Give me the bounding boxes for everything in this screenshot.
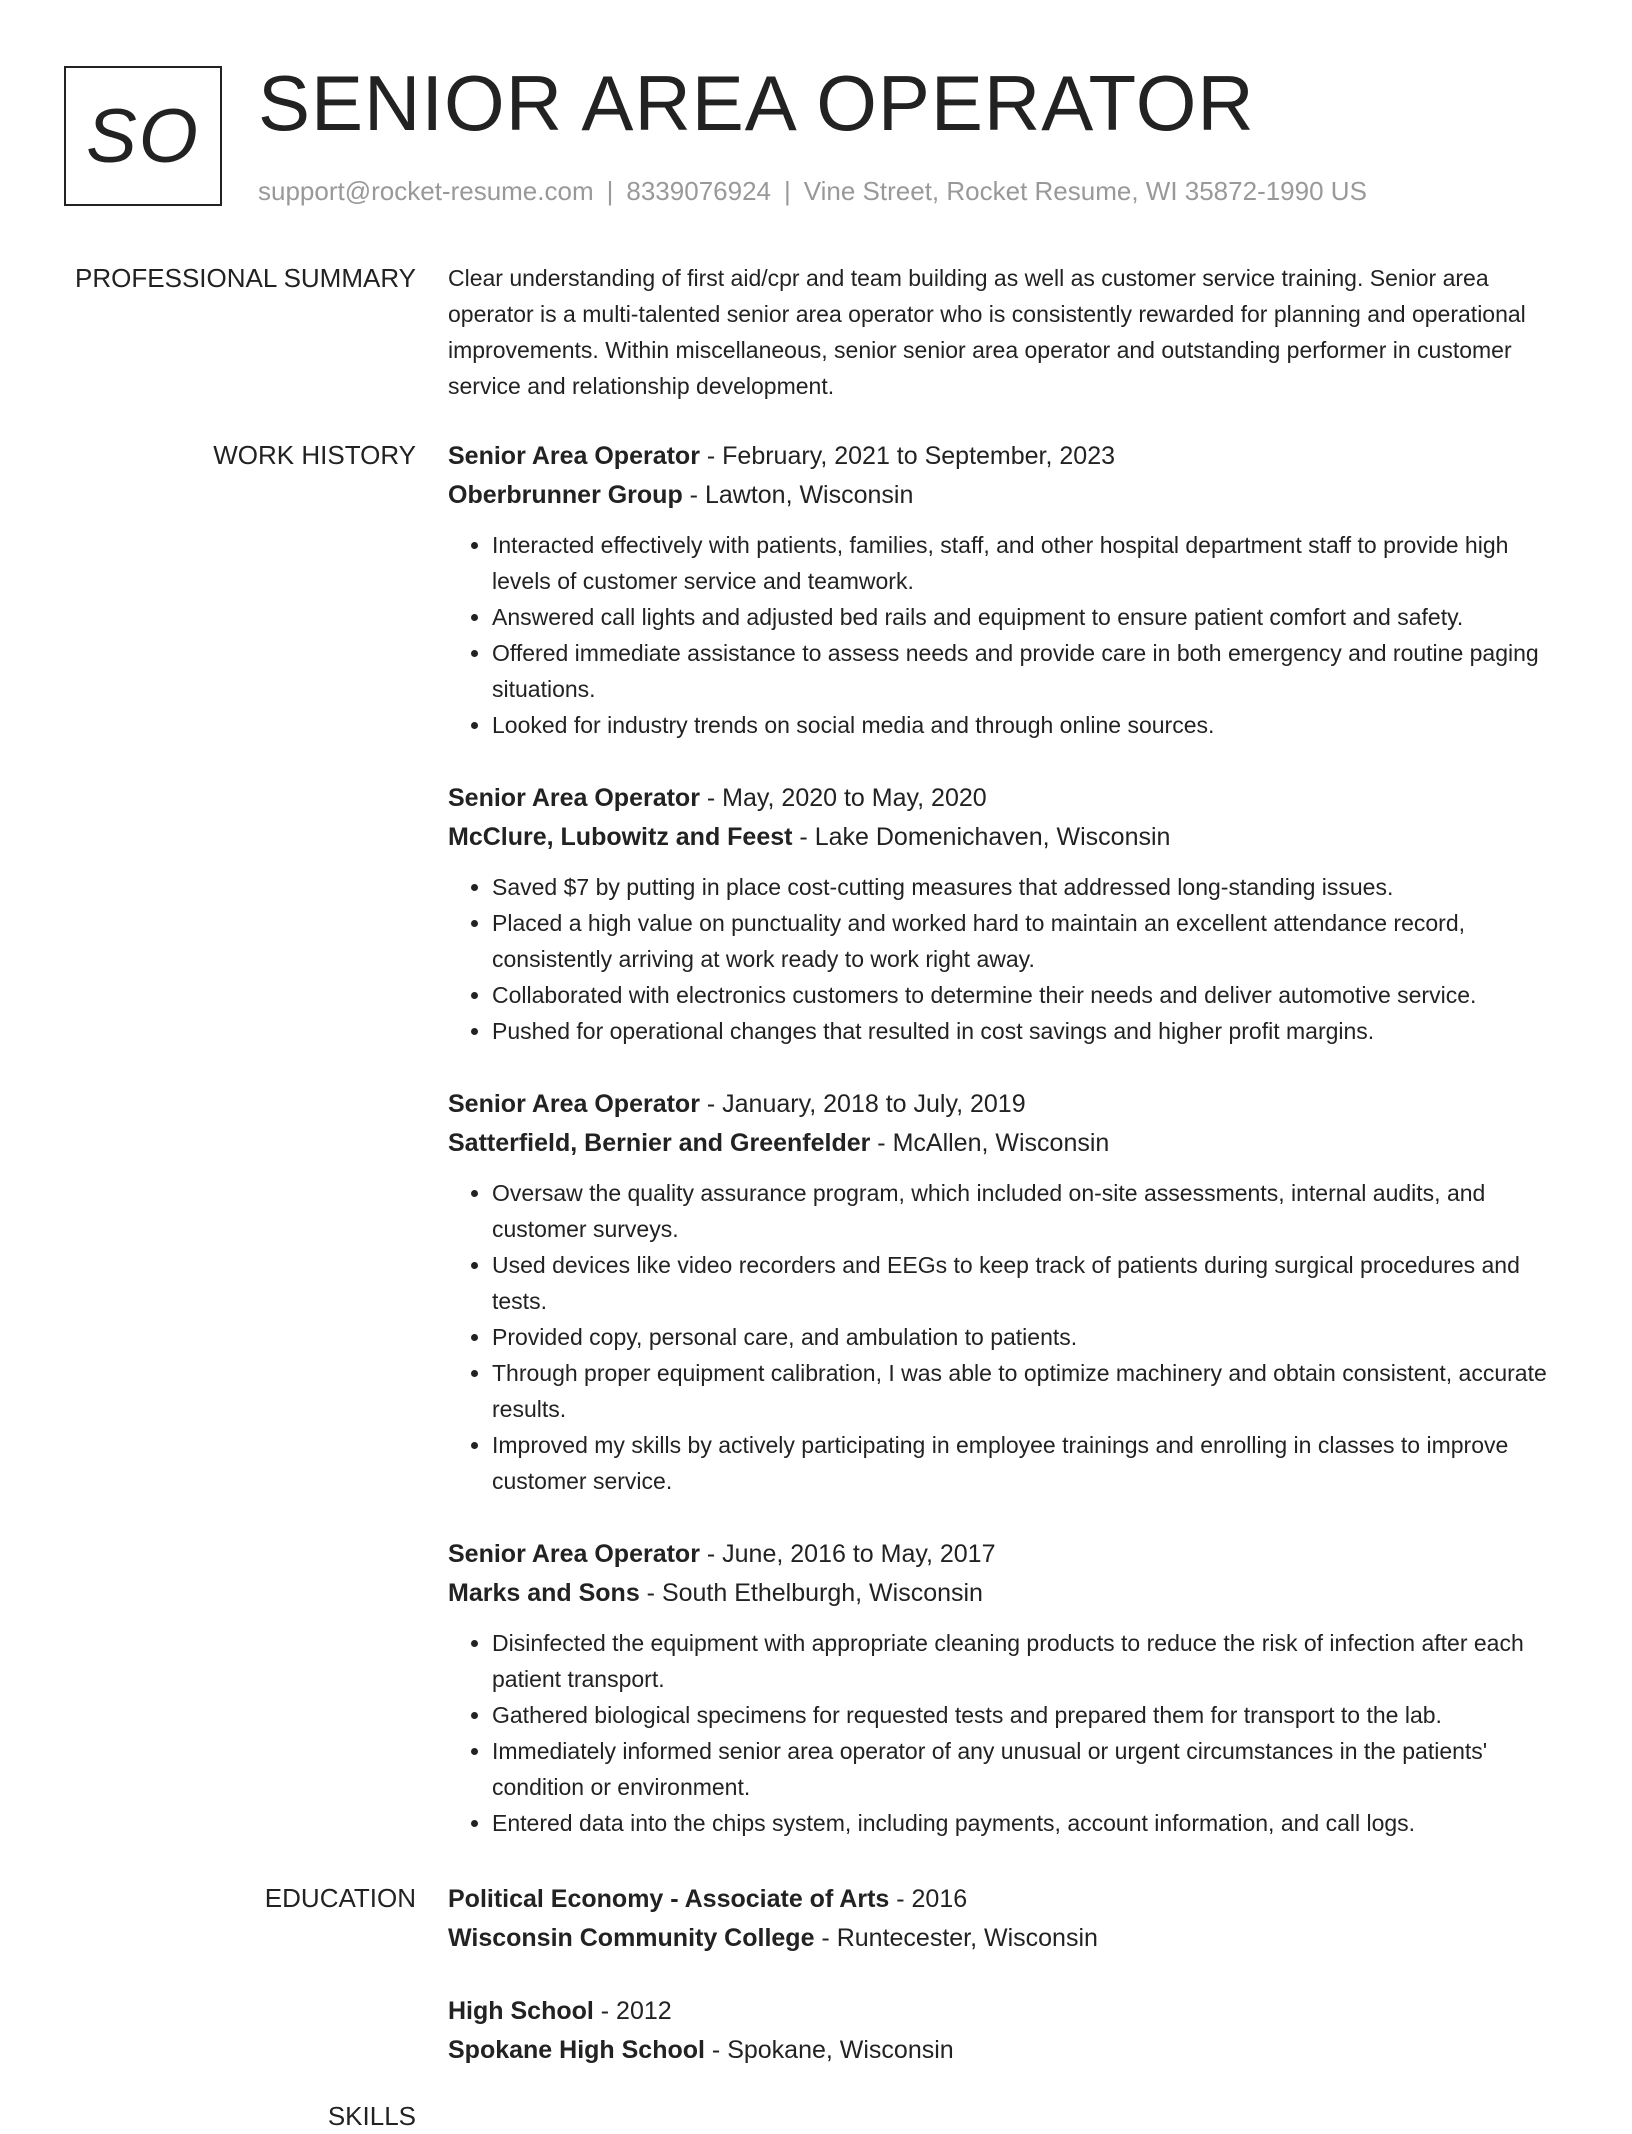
job-list (448, 437, 1568, 1877)
job-bullet: • Gathered biological specimens for requested tests and prepared them for transport to the lab. (492, 1697, 1568, 1733)
summary-text: Clear understanding of first aid/cpr and team building as well as customer service training. Senior area operator is a multi-talented senior area operator who is consistently rewarded for planning and operational improvements. Within miscellaneous, senior senior area operator and outstanding performer in customer service and relationship development. (448, 265, 1526, 399)
job-dates: - May, 2020 to May, 2020 (699, 784, 987, 812)
contact-phone[interactable]: 8339076924 (626, 176, 771, 206)
education-degree-line (448, 1880, 1568, 1919)
contact-separator: | (606, 176, 614, 206)
resume-title: SENIOR AREA OPERATOR (258, 59, 1255, 147)
job-title: Senior Area Operator (448, 784, 700, 812)
education-label: EDUCATION (264, 1883, 416, 1913)
job-company-line (448, 1574, 1568, 1613)
job-entry (448, 779, 1568, 1049)
job-title-line (448, 437, 1568, 476)
job-bullet: • Looked for industry trends on social media and through online sources. (492, 707, 1568, 743)
education-list (448, 1880, 1568, 2104)
job-dates: - February, 2021 to September, 2023 (699, 442, 1116, 470)
job-bullets (448, 1625, 1568, 1841)
job-bullet: • Saved $7 by putting in place cost-cutting measures that addressed long-standing issues. (492, 869, 1568, 905)
job-bullet: • Immediately informed senior area operator of any unusual or urgent circumstances in the patients' condition or environment. (492, 1733, 1568, 1805)
education-year: - 2016 (889, 1885, 968, 1913)
contact-line (258, 174, 1367, 208)
contact-address: Vine Street, Rocket Resume, WI 35872-1990 US (803, 176, 1367, 206)
education-entry (448, 1880, 1568, 1958)
education-location: - Runtecester, Wisconsin (814, 1924, 1098, 1952)
job-company: Satterfield, Bernier and Greenfelder (448, 1129, 871, 1157)
summary-label: PROFESSIONAL SUMMARY (75, 263, 416, 293)
job-company: Marks and Sons (448, 1579, 640, 1607)
job-bullet: • Placed a high value on punctuality and worked hard to maintain an excellent attendance record, consistently arriving at work ready to work right away. (492, 905, 1568, 977)
job-title: Senior Area Operator (448, 442, 700, 470)
job-entry (448, 1535, 1568, 1841)
education-degree: High School (448, 1997, 594, 2025)
job-bullet: • Offered immediate assistance to assess needs and provide care in both emergency and routine paging situations. (492, 635, 1568, 707)
work-history-label: WORK HISTORY (213, 440, 416, 470)
job-company: McClure, Lubowitz and Feest (448, 823, 793, 851)
job-bullets (448, 1175, 1568, 1499)
job-bullet: • Answered call lights and adjusted bed rails and equipment to ensure patient comfort and safety. (492, 599, 1568, 635)
job-company: Oberbrunner Group (448, 481, 683, 509)
job-bullet: • Pushed for operational changes that resulted in cost savings and higher profit margins. (492, 1013, 1568, 1049)
job-title: Senior Area Operator (448, 1540, 700, 1568)
job-dates: - June, 2016 to May, 2017 (699, 1540, 996, 1568)
education-entry (448, 1992, 1568, 2070)
job-bullet: • Interacted effectively with patients, families, staff, and other hospital department staff to provide high levels of customer service and teamwork. (492, 527, 1568, 599)
job-company-line (448, 476, 1568, 515)
skills-label: SKILLS (327, 2101, 416, 2131)
education-year: - 2012 (593, 1997, 672, 2025)
job-title: Senior Area Operator (448, 1090, 700, 1118)
job-dates: - January, 2018 to July, 2019 (699, 1090, 1026, 1118)
education-school: Wisconsin Community College (448, 1924, 815, 1952)
job-bullet: • Collaborated with electronics customers to determine their needs and deliver automotive service. (492, 977, 1568, 1013)
job-bullet: • Provided copy, personal care, and ambulation to patients. (492, 1319, 1568, 1355)
job-location: - South Ethelburgh, Wisconsin (639, 1579, 983, 1607)
job-bullets (448, 527, 1568, 743)
job-bullet: • Through proper equipment calibration, I was able to optimize machinery and obtain consistent, accurate results. (492, 1355, 1568, 1427)
job-company-line (448, 818, 1568, 857)
job-location: - Lawton, Wisconsin (682, 481, 914, 509)
education-school-line (448, 2031, 1568, 2070)
contact-email[interactable]: support@rocket-resume.com (258, 176, 594, 206)
job-bullet: • Improved my skills by actively participating in employee trainings and enrolling in classes to improve customer service. (492, 1427, 1568, 1499)
job-entry (448, 437, 1568, 743)
job-location: - McAllen, Wisconsin (870, 1129, 1110, 1157)
education-school-line (448, 1919, 1568, 1958)
monogram-logo: SO (64, 66, 222, 206)
education-degree-line (448, 1992, 1568, 2031)
job-company-line (448, 1124, 1568, 1163)
job-title-line (448, 1535, 1568, 1574)
job-bullet: • Disinfected the equipment with appropriate cleaning products to reduce the risk of infection after each patient transport. (492, 1625, 1568, 1697)
job-bullet: • Oversaw the quality assurance program, which included on-site assessments, internal audits, and customer surveys. (492, 1175, 1568, 1247)
education-school: Spokane High School (448, 2036, 705, 2064)
job-title-line (448, 779, 1568, 818)
contact-separator: | (784, 176, 791, 206)
education-degree: Political Economy - Associate of Arts (448, 1885, 890, 1913)
job-bullet: • Entered data into the chips system, including payments, account information, and call logs. (492, 1805, 1568, 1841)
job-title-line (448, 1085, 1568, 1124)
job-location: - Lake Domenichaven, Wisconsin (792, 823, 1171, 851)
job-entry (448, 1085, 1568, 1499)
education-location: - Spokane, Wisconsin (704, 2036, 954, 2064)
job-bullet: • Used devices like video recorders and EEGs to keep track of patients during surgical procedures and tests. (492, 1247, 1568, 1319)
job-bullets (448, 869, 1568, 1049)
